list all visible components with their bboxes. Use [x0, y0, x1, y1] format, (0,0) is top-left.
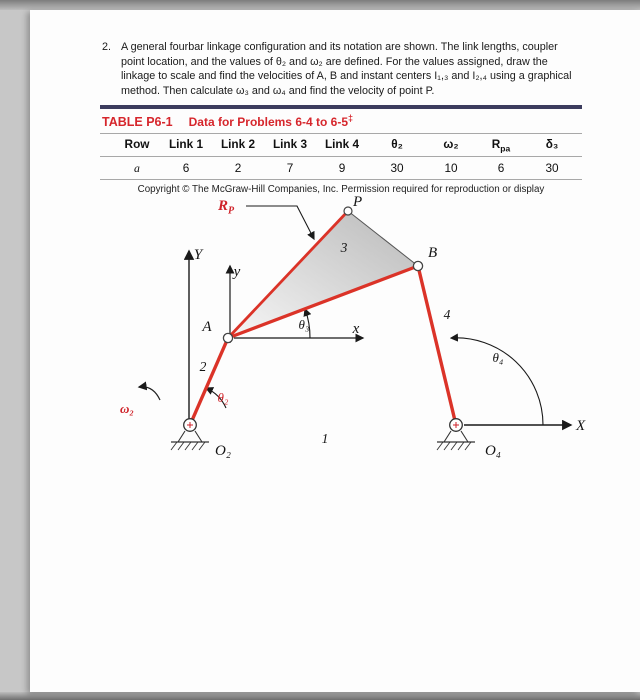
point-a-label: A: [202, 319, 212, 335]
problem-number: 2.: [102, 41, 112, 53]
col-header-link4: Link 4: [324, 137, 360, 151]
cell-link3: 7: [286, 160, 294, 175]
rpa-base: R: [491, 137, 501, 151]
cell-link4: 9: [338, 160, 346, 175]
theta4-label: θ₄: [492, 350, 504, 365]
omega2-rotation-arrow: [139, 387, 160, 400]
table-label: TABLE P6-1: [102, 114, 173, 129]
col-header-link3: Link 3: [272, 137, 308, 151]
cell-delta3: 30: [545, 160, 559, 175]
problem-statement: [102, 40, 572, 98]
document-page: [30, 10, 640, 692]
window-bottom-edge: [0, 692, 640, 700]
problem-text-line: method. Then calculate ω₃ and ω₄ and find the velocity of point P.: [121, 84, 435, 97]
col-header-omega2: ω₂: [443, 137, 459, 151]
problem-text: [121, 40, 572, 98]
link4-rocker: [418, 266, 456, 425]
rp-leader-arrow: [246, 206, 314, 239]
problem-text-line: linkage to scale and find the velocities of A, B and instant centers I₁,₃ and I₂,₄ using a graphical: [121, 70, 572, 83]
ground-symbol-o4: [437, 431, 475, 450]
problem-text-line: point location, and the values of θ₂ and ω₂ are defined. For the values assigned, draw the: [121, 55, 548, 68]
problem-text-line: A general fourbar linkage configuration and its notation are shown. The link lengths, coupler: [121, 41, 558, 53]
fourbar-linkage-figure: [95, 195, 595, 495]
rp-vector-label: [217, 198, 235, 217]
axis-Y-label: Y: [193, 247, 203, 263]
col-header-row: Row: [124, 137, 150, 151]
table-data-row: [100, 157, 582, 179]
cell-rpa: 6: [497, 160, 505, 175]
point-p-label: P: [353, 195, 363, 210]
point-b-label: B: [428, 245, 438, 261]
rp-label-subscript: P: [227, 205, 235, 217]
data-table: [100, 105, 582, 195]
pivot-o4-label: O₄: [484, 443, 502, 459]
cell-row-label: a: [134, 160, 140, 175]
axis-y-label: y: [233, 264, 241, 280]
col-header-link2: Link 2: [220, 137, 256, 151]
col-header-rpa: [476, 137, 526, 153]
cell-omega2: 10: [444, 160, 458, 175]
omega2-label: ω₂: [120, 401, 134, 416]
link2-label: 2: [199, 359, 207, 374]
window-top-edge: [0, 0, 640, 10]
theta3-label: θ₃: [298, 317, 310, 332]
joint-a: [223, 333, 232, 342]
table-title-row: [100, 109, 582, 133]
col-header-delta3: δ₃: [545, 137, 559, 151]
col-header-theta2: θ₂: [391, 137, 403, 151]
pivot-o2-label: O₂: [214, 443, 232, 459]
axis-x-label: x: [352, 321, 360, 337]
table-subtitle-text: Data for Problems 6-4 to 6-5: [188, 114, 348, 129]
ground-symbol-o2: [171, 431, 209, 450]
rp-label-base: R: [217, 198, 228, 214]
cell-theta2: 30: [390, 160, 404, 175]
theta2-label: θ₂: [217, 390, 229, 405]
copyright-notice: Copyright © The McGraw-Hill Companies, Inc. Permission required for reproduction or display: [137, 183, 545, 195]
link3-label: 3: [340, 240, 348, 255]
coupler-plate: [228, 211, 418, 338]
cell-link2: 2: [234, 160, 242, 175]
joint-b: [413, 261, 422, 270]
rpa-subscript: pa: [500, 143, 511, 154]
table-subtitle: [189, 113, 353, 129]
axis-X-label: X: [576, 418, 586, 434]
table-header-row: [100, 134, 582, 157]
coupler-point-p: [344, 207, 352, 215]
cell-link1: 6: [182, 160, 190, 175]
link2-crank: [190, 338, 228, 425]
link4-label: 4: [443, 307, 451, 322]
col-header-link1: Link 1: [168, 137, 204, 151]
link1-label: 1: [321, 431, 329, 446]
footnote-dagger: ‡: [348, 112, 354, 123]
